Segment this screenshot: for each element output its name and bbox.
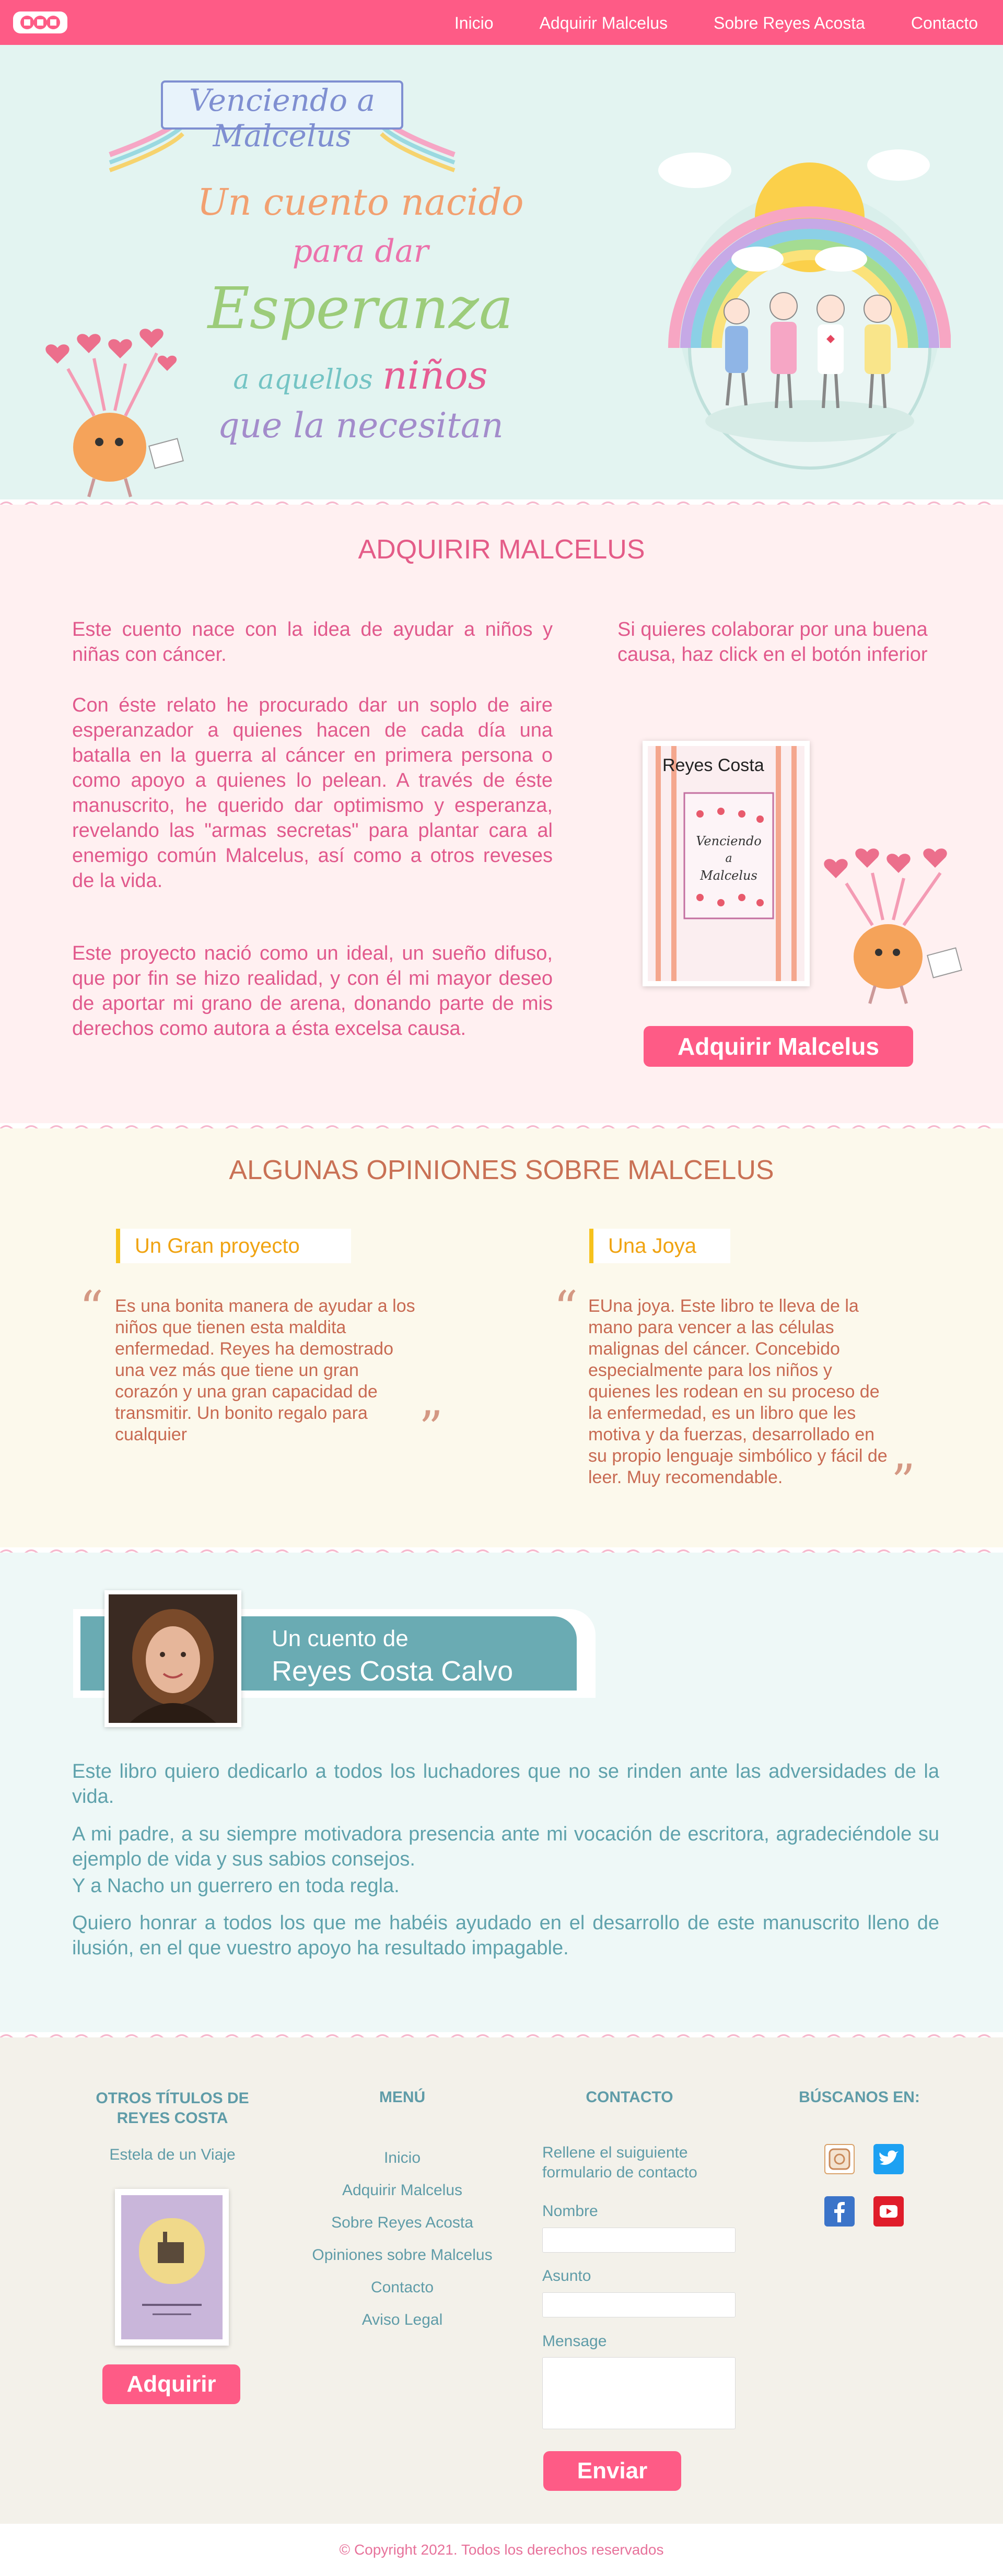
book-author: Reyes Costa (662, 755, 764, 775)
author-photo (104, 1590, 241, 1727)
message-label: Mensage (542, 2333, 607, 2350)
book-title-2: a (725, 852, 732, 865)
twitter-icon[interactable] (873, 2144, 904, 2174)
logo[interactable] (11, 7, 69, 38)
buy-paragraph-3: Este proyecto nació como un ideal, un sueño difuso, que por fin se hizo realidad, y con él mi mayor deseo de aportar mi grano de arena, donando parte de mis derechos como autora a ésta excelsa causa. (72, 942, 553, 1040)
hero-banner (0, 45, 1003, 505)
other-book-cover[interactable] (115, 2189, 229, 2346)
book-cover-art (643, 741, 810, 986)
footer-menu-contacto[interactable]: Contacto (370, 2279, 434, 2296)
book-title-1: Venciendo (696, 834, 762, 848)
opinions-section (0, 1128, 1003, 1553)
buy-side-text: Si quieres colaborar por una buena causa, haz click en el botón inferior (617, 619, 928, 666)
facebook-icon[interactable] (824, 2196, 855, 2227)
nav-contacto[interactable]: Contacto (911, 14, 978, 32)
subject-label: Asunto (542, 2267, 591, 2284)
opinion-text-2: EUna joya. Este libro te lleva de la mano para vencer a las células malignas del cáncer. Concebido especialmente para los niños y quienes les rodean en su proceso de la enfermedad, es un libro que les motiva y da fuerzas, desarrollado en su propio lenguaje simbólico y fácil de leer. Muy recomendable. (588, 1296, 888, 1487)
send-button[interactable]: Enviar (543, 2451, 681, 2491)
name-label: Nombre (542, 2202, 598, 2220)
copyright: © Copyright 2021. Todos los derechos reservados (0, 2524, 1003, 2576)
hero-line-2: para dar (292, 233, 429, 270)
nav-adquirir[interactable]: Adquirir Malcelus (539, 14, 668, 32)
footer-menu (293, 2142, 512, 2336)
close-quote-icon: ” (419, 1401, 444, 1456)
book-title-3: Malcelus (700, 868, 757, 883)
author-portrait (109, 1594, 237, 1723)
opinion-text-1: Es una bonita manera de ayudar a los niños que tienen esta maldita enfermedad. Reyes ha demostrado una vez más que tiene un gran corazón y una gran capacidad de transmitir. Un bonito regalo para cualquier (115, 1296, 415, 1444)
contact-description: Rellene el suiguiente formulario de contacto (542, 2144, 697, 2181)
nav-sobre[interactable]: Sobre Reyes Acosta (713, 14, 865, 32)
open-quote-icon: “ (79, 1281, 104, 1336)
rainbow-kids-illustration (606, 102, 951, 505)
footer-menu-sobre[interactable]: Sobre Reyes Acosta (331, 2214, 473, 2231)
footer-social-heading: BÚSCANOS EN: (799, 2089, 920, 2106)
top-navbar (0, 0, 1003, 45)
footer (0, 2037, 1003, 2524)
monster-illustration (37, 317, 193, 505)
youtube-icon[interactable] (873, 2196, 904, 2227)
hero-line-1: Un cuento nacido (197, 181, 524, 224)
opinions-title: ALGUNAS OPINIONES SOBRE MALCELUS (229, 1155, 774, 1185)
buy-section (0, 505, 1003, 1128)
author-section (0, 1553, 1003, 2037)
subject-input[interactable] (542, 2292, 736, 2317)
nav-inicio[interactable]: Inicio (454, 14, 494, 32)
author-name: Reyes Costa Calvo (272, 1656, 514, 1687)
author-paragraph-4: Quiero honrar a todos los que me habéis ayudado en el desarrollo de este manuscrito lleno de ilusión, en el que vuestro apoyo ha resultado impagable. (72, 1912, 939, 1959)
adquirir-malcelus-button[interactable]: Adquirir Malcelus (644, 1026, 913, 1067)
open-quote-icon: “ (554, 1281, 578, 1336)
other-book-art (121, 2195, 223, 2339)
footer-menu-opiniones[interactable]: Opiniones sobre Malcelus (312, 2246, 493, 2264)
book-cover[interactable] (643, 741, 810, 986)
main-menu (454, 13, 978, 33)
footer-menu-heading: MENÚ (379, 2089, 426, 2106)
buy-paragraph-1: Este cuento nace con la idea de ayudar a niños y niñas con cáncer. (72, 619, 553, 666)
buy-title: ADQUIRIR MALCELUS (358, 534, 645, 565)
author-paragraph-1: Este libro quiero dedicarlo a todos los luchadores que no se rinden ante las adversidades de la vida. (72, 1761, 939, 1808)
opinion-heading-2: Una Joya (589, 1229, 730, 1263)
author-subtitle: Un cuento de (272, 1626, 409, 1651)
footer-contact-heading: CONTACTO (586, 2089, 673, 2106)
buy-paragraph-2: Con éste relato he procurado dar un soplo de aire esperanzador a quienes hacen de cada día una batalla en la guerra al cáncer en primera persona o como apoyo a quienes lo pelean. A través de éste manuscrito, he querido dar optimismo y esperanza, revelando las "armas secretas" para plantar cara al enemigo común Malcelus, así como a otros reveses de la vida. (72, 694, 553, 892)
ribbon-title: Venciendo a Malcelus (189, 83, 375, 154)
instagram-icon[interactable] (824, 2144, 855, 2174)
hero-line-3: Esperanza (207, 275, 514, 342)
hero-line-4 (199, 353, 522, 398)
adquirir-other-book-button[interactable]: Adquirir (102, 2364, 240, 2404)
opinion-heading-1: Un Gran proyecto (116, 1229, 351, 1263)
author-paragraph-2: A mi padre, a su siempre motivadora presencia ante mi vocación de escritora, agradeciéndole su ejemplo de vida y sus sabios consejos. (72, 1823, 939, 1870)
hero-line-4-small: a aquellos (233, 364, 373, 395)
footer-menu-aviso-legal[interactable]: Aviso Legal (361, 2311, 443, 2328)
footer-titles-heading: OTROS TÍTULOS DE REYES COSTA (96, 2090, 249, 2127)
hero-line-4-big: niños (382, 353, 488, 398)
message-textarea[interactable] (542, 2357, 736, 2429)
author-paragraph-3: Y a Nacho un guerrero en toda regla. (72, 1875, 400, 1897)
footer-menu-inicio[interactable]: Inicio (383, 2149, 421, 2166)
monster-illustration-2 (815, 831, 972, 1009)
close-quote-icon: ” (891, 1454, 916, 1509)
other-book-title[interactable]: Estela de un Viaje (109, 2146, 236, 2163)
footer-menu-adquirir[interactable]: Adquirir Malcelus (342, 2182, 463, 2199)
name-input[interactable] (542, 2228, 736, 2253)
hero-line-5: que la necesitan (217, 405, 504, 446)
